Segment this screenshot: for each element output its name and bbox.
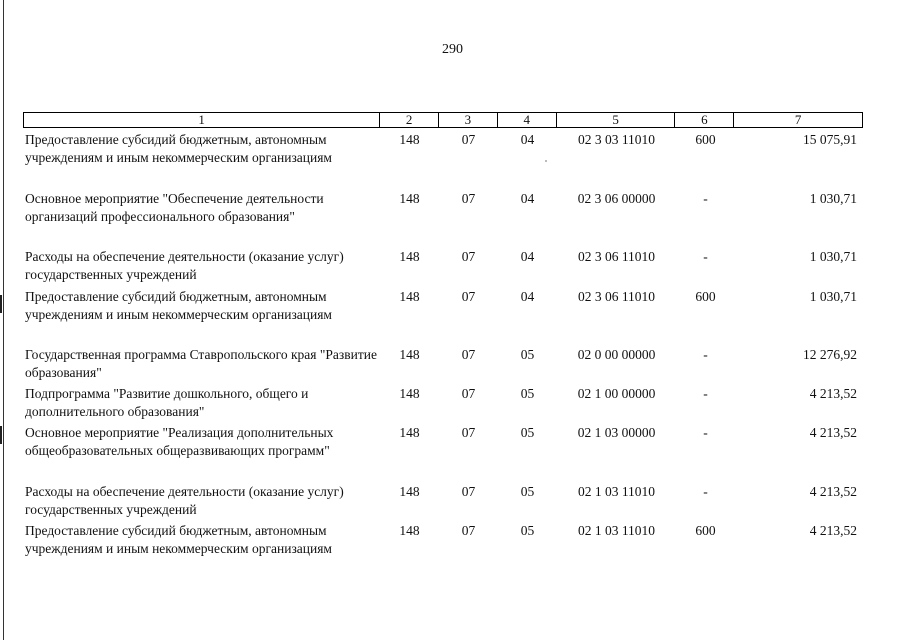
cell-col2: 148 (399, 132, 420, 147)
cell-col4: 05 (520, 523, 535, 538)
cell-col5: 02 1 03 11010 (577, 523, 656, 538)
cell-col5: 02 3 06 11010 (577, 289, 656, 304)
cell-col6: 600 (695, 523, 716, 538)
cell-col5: 02 3 06 00000 (577, 191, 656, 206)
cell-col2: 148 (399, 386, 420, 401)
table-row (23, 131, 863, 167)
cell-col5: 02 1 03 11010 (577, 484, 656, 499)
cell-col4: 04 (520, 289, 535, 304)
cell-col5: 02 3 03 11010 (577, 132, 656, 147)
cell-col4: 05 (520, 484, 535, 499)
cell-col6: 600 (695, 132, 716, 147)
row-name: Предоставление субсидий бюджетным, автономным учреждениям и иным некоммерческим организациям (25, 523, 332, 556)
cell-col4: 04 (520, 191, 535, 206)
cell-col4: 04 (520, 249, 535, 264)
row-name: Основное мероприятие "Обеспечение деятельности организаций профессионального образования" (25, 191, 324, 224)
column-header: 1 (24, 113, 380, 127)
row-name: Основное мероприятие "Реализация дополнительных общеобразовательных общеразвивающих программ" (25, 425, 334, 458)
cell-col6: 600 (695, 289, 716, 304)
cell-col4: 05 (520, 425, 535, 440)
page-number: 290 (442, 42, 463, 57)
table-header (23, 112, 863, 128)
row-name: Предоставление субсидий бюджетным, автономным учреждениям и иным некоммерческим организациям (25, 289, 332, 322)
cell-col7: 4 213,52 (809, 425, 857, 440)
column-header: 2 (380, 113, 439, 127)
column-header: 4 (498, 113, 557, 127)
table-row (23, 248, 863, 284)
row-name: Расходы на обеспечение деятельности (оказание услуг) государственных учреждений (25, 249, 344, 282)
cell-col4: 05 (520, 347, 535, 362)
row-name: Подпрограмма "Развитие дошкольного, общего и дополнительного образования" (25, 386, 309, 419)
scan-margin-mark (0, 295, 2, 313)
cell-col6: - (703, 484, 708, 499)
cell-col3: 07 (461, 484, 476, 499)
cell-col6: - (703, 386, 708, 401)
table-row (23, 483, 863, 519)
cell-col3: 07 (461, 425, 476, 440)
column-header: 5 (557, 113, 676, 127)
scan-margin-line (3, 0, 4, 640)
cell-col2: 148 (399, 523, 420, 538)
row-name: Государственная программа Ставропольского края "Развитие образования" (25, 347, 377, 380)
cell-col2: 148 (399, 347, 420, 362)
scan-margin-mark (0, 426, 2, 444)
table-row (23, 424, 863, 460)
cell-col4: 04 (520, 132, 535, 147)
column-header: 7 (794, 112, 802, 127)
cell-col3: 07 (461, 191, 476, 206)
cell-col3: 07 (461, 249, 476, 264)
cell-col3: 07 (461, 386, 476, 401)
row-name: Предоставление субсидий бюджетным, автономным учреждениям и иным некоммерческим организациям (25, 132, 332, 165)
cell-col3: 07 (461, 289, 476, 304)
table-row (23, 522, 863, 558)
cell-col2: 148 (399, 484, 420, 499)
cell-col7: 12 276,92 (803, 347, 857, 362)
cell-col6: - (703, 249, 708, 264)
table-row (23, 385, 863, 421)
cell-col4: 05 (520, 386, 535, 401)
cell-col3: 07 (461, 132, 476, 147)
table-row (23, 288, 863, 324)
cell-col6: - (703, 347, 708, 362)
cell-col3: 07 (461, 523, 476, 538)
cell-col6: - (703, 191, 708, 206)
cell-col7: 4 213,52 (809, 386, 857, 401)
cell-col2: 148 (399, 249, 420, 264)
cell-col2: 148 (399, 289, 420, 304)
cell-col5: 02 0 00 00000 (577, 347, 656, 362)
table-row (23, 190, 863, 226)
cell-col5: 02 1 00 00000 (577, 386, 656, 401)
table-row (23, 346, 863, 382)
cell-col7: 1 030,71 (809, 249, 857, 264)
cell-col7: 4 213,52 (809, 484, 857, 499)
row-name: Расходы на обеспечение деятельности (оказание услуг) государственных учреждений (25, 484, 344, 517)
cell-col7: 1 030,71 (809, 191, 857, 206)
column-header: 3 (439, 113, 498, 127)
cell-col6: - (703, 425, 708, 440)
cell-col5: 02 3 06 11010 (577, 249, 656, 264)
cell-col7: 4 213,52 (809, 523, 857, 538)
cell-col7: 1 030,71 (809, 289, 857, 304)
cell-col3: 07 (461, 347, 476, 362)
cell-col2: 148 (399, 191, 420, 206)
cell-col2: 148 (399, 425, 420, 440)
cell-col5: 02 1 03 00000 (577, 425, 656, 440)
column-header: 6 (675, 113, 734, 127)
cell-col7: 15 075,91 (803, 132, 857, 147)
